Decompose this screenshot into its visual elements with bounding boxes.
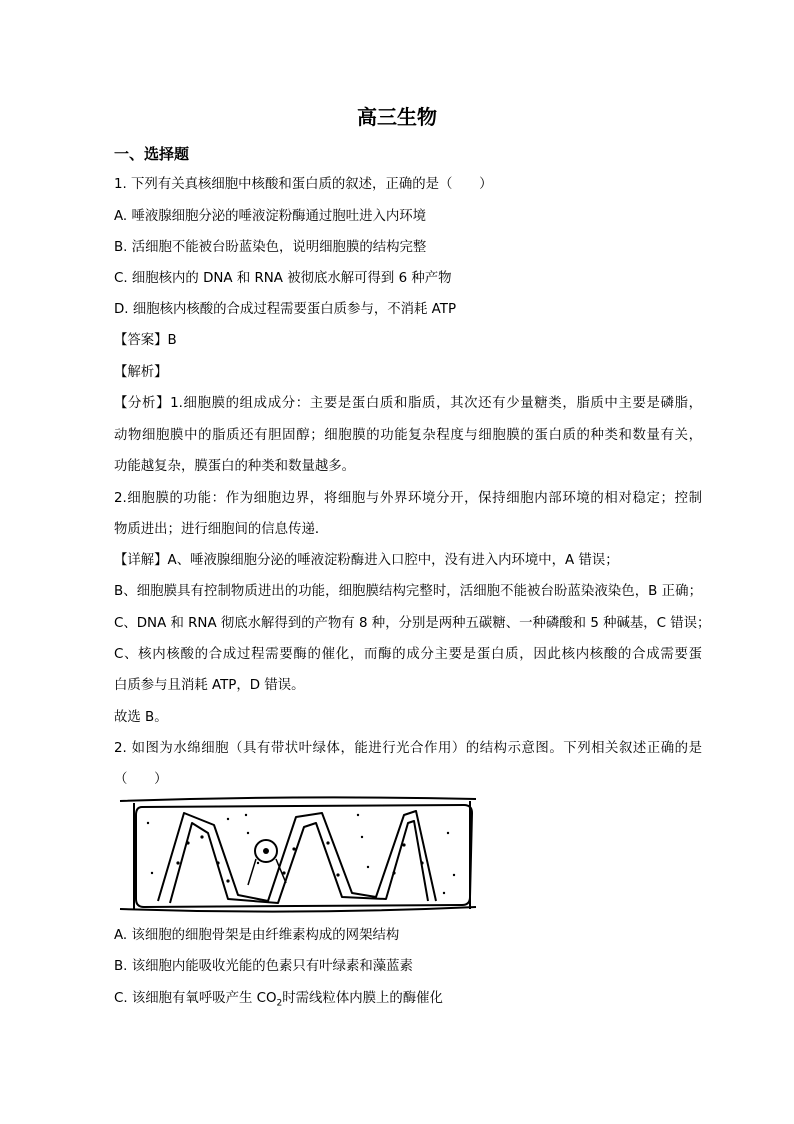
q1-stem: 1. 下列有关真核细胞中核酸和蛋白质的叙述，正确的是（ ） bbox=[114, 177, 493, 192]
q1-analysis-line: B、细胞膜具有控制物质进出的功能，细胞膜结构完整时，活细胞不能被台盼蓝染液染色，B 正确； bbox=[114, 584, 702, 599]
q2-option-b: B. 该细胞内能吸收光能的色素只有叶绿素和藻蓝素 bbox=[114, 959, 413, 974]
q1-answer: 【答案】B bbox=[114, 333, 177, 348]
q2-option-c-pre: C. 该细胞有氧呼吸产生 CO bbox=[114, 991, 277, 1006]
q1-analysis-line: 功能越复杂，膜蛋白的种类和数量越多。 bbox=[114, 459, 356, 474]
q1-analysis-line: C、DNA 和 RNA 彻底水解得到的产物有 8 种，分别是两种五碳糖、一种磷酸和 5 种碱基，C 错误； bbox=[114, 616, 711, 631]
q1-analysis-line: 【详解】A、唾液腺细胞分泌的唾液淀粉酶进入口腔中，没有进入内环境中，A 错误； bbox=[114, 553, 619, 568]
q1-analysis-line: 【分析】1.细胞膜的组成成分：主要是蛋白质和脂质，其次还有少量糖类，脂质中主要是磷脂， bbox=[114, 396, 702, 411]
q1-option-d: D. 细胞核内核酸的合成过程需要蛋白质参与，不消耗 ATP bbox=[114, 302, 457, 317]
q1-analysis-line: 2.细胞膜的功能：作为细胞边界，将细胞与外界环境分开，保持细胞内部环境的相对稳定；控制 bbox=[114, 491, 702, 506]
q1-analysis-line: 物质进出；进行细胞间的信息传递． bbox=[114, 522, 329, 537]
spirogyra-cell-figure bbox=[118, 793, 478, 913]
q1-analysis-line: C、核内核酸的合成过程需要酶的催化，而酶的成分主要是蛋白质，因此核内核酸的合成需要蛋 bbox=[114, 647, 702, 662]
q1-option-a: A. 唾液腺细胞分泌的唾液淀粉酶通过胞吐进入内环境 bbox=[114, 209, 427, 224]
page-title: 高三生物 bbox=[357, 105, 437, 129]
q1-analysis-label: 【解析】 bbox=[114, 365, 168, 380]
q2-stem: 2. 如图为水绵细胞（具有带状叶绿体，能进行光合作用）的结构示意图。下列相关叙述正确的是 bbox=[114, 741, 702, 756]
q2-option-c bbox=[114, 989, 714, 1014]
q1-option-c: C. 细胞核内的 DNA 和 RNA 被彻底水解可得到 6 种产物 bbox=[114, 271, 452, 286]
q1-analysis-line: 动物细胞膜中的脂质还有胆固醇；细胞膜的功能复杂程度与细胞膜的蛋白质的种类和数量有关， bbox=[114, 428, 702, 443]
q2-stem-bracket: （ ） bbox=[114, 772, 168, 787]
q2-option-a: A. 该细胞的细胞骨架是由纤维素构成的网架结构 bbox=[114, 928, 400, 943]
q1-conclusion: 故选 B。 bbox=[114, 710, 168, 725]
q1-analysis-line: 白质参与且消耗 ATP，D 错误。 bbox=[114, 678, 305, 693]
section-heading: 一、选择题 bbox=[114, 145, 190, 163]
q2-option-c-post: 时需线粒体内膜上的酶催化 bbox=[282, 991, 443, 1006]
q1-option-b: B. 活细胞不能被台盼蓝染色，说明细胞膜的结构完整 bbox=[114, 240, 427, 255]
q2-option-c-sub: 2 bbox=[276, 998, 283, 1009]
